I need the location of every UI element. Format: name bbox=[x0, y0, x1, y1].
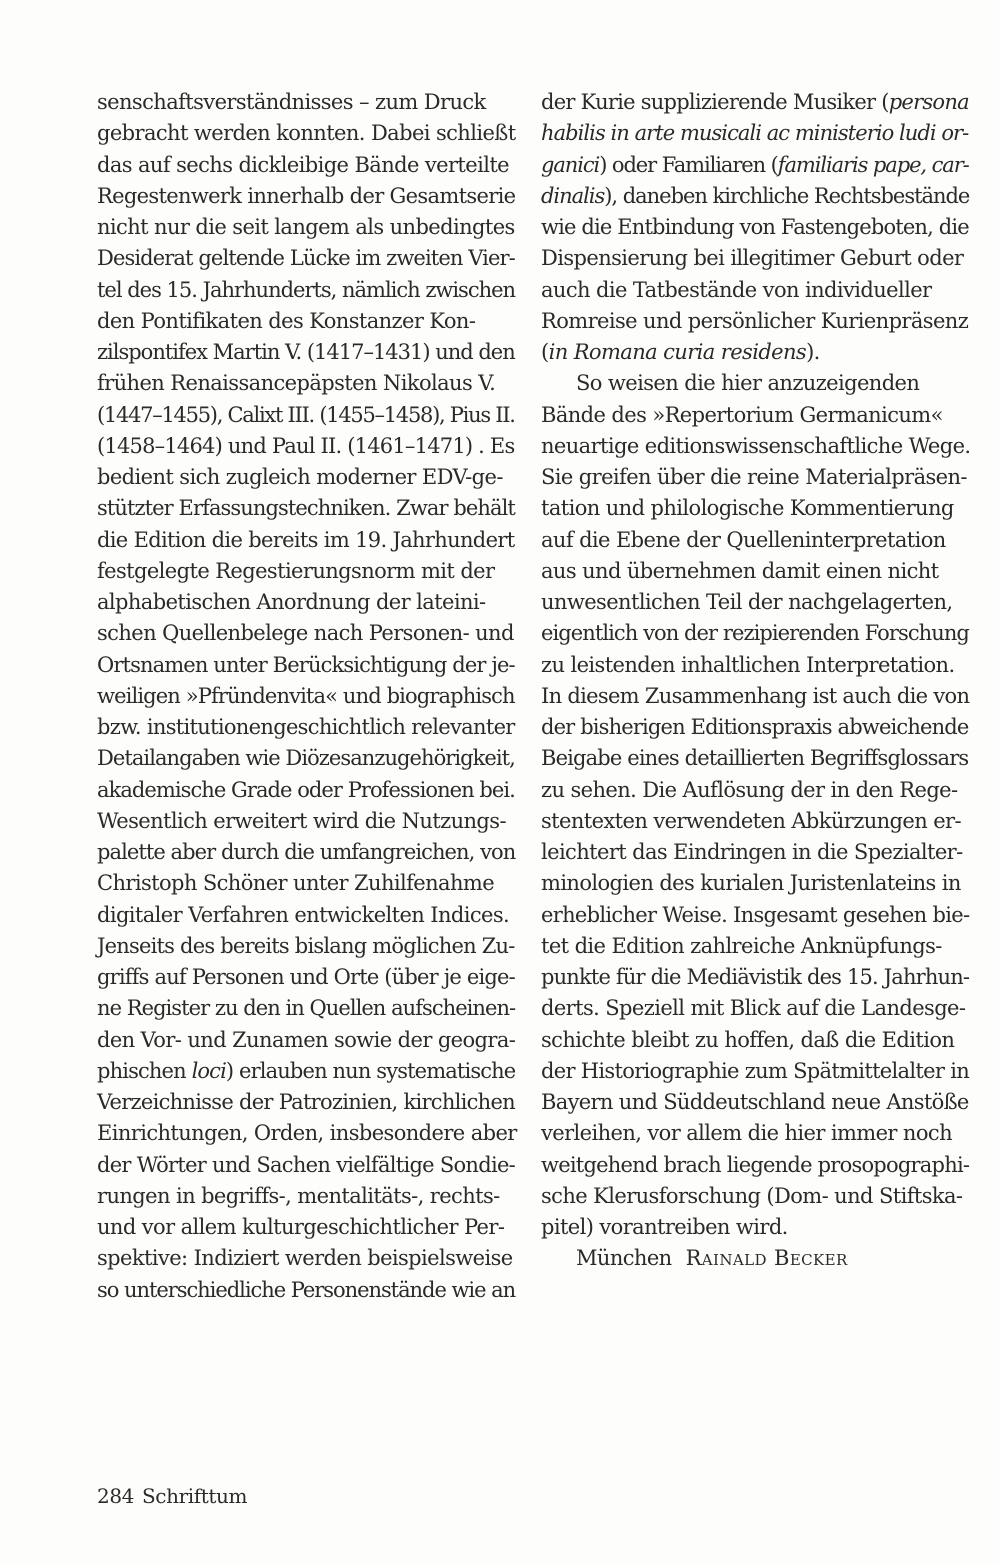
text-segment: stützter Erfassungstechniken. Zwar behält bbox=[97, 496, 515, 521]
text-line bbox=[541, 181, 971, 212]
text-line bbox=[541, 118, 971, 149]
text-line bbox=[541, 400, 971, 431]
text-segment: ) erlauben nun systematische bbox=[225, 1058, 516, 1083]
text-segment: In diesem Zusammenhang ist auch die von bbox=[541, 683, 970, 708]
text-segment: die Edition die bereits im 19. Jahrhundert bbox=[97, 527, 515, 552]
text-segment: neuartige editionswissenschaftliche Wege. bbox=[541, 433, 971, 458]
italic-text-segment: in Romana curia residens bbox=[548, 340, 807, 364]
text-segment: punkte für die Mediävistik des 15. Jahrhun- bbox=[541, 965, 970, 989]
signature-block bbox=[541, 1243, 971, 1274]
text-line bbox=[97, 431, 517, 462]
text-line bbox=[541, 556, 971, 587]
text-segment: der bisherigen Editionspraxis abweichende bbox=[541, 715, 969, 739]
text-segment: ) oder Familiaren ( bbox=[599, 152, 778, 177]
text-segment: derts. Speziell mit Blick auf die Landesge- bbox=[541, 996, 966, 1021]
running-section-title: Schrifttum bbox=[141, 1484, 248, 1508]
text-line bbox=[97, 1150, 517, 1181]
text-segment: So weisen die hier anzuzeigenden bbox=[576, 371, 920, 396]
text-segment: ne Register zu den in Quellen aufscheinen- bbox=[97, 996, 516, 1021]
text-segment: Wesentlich erweitert wird die Nutzungs- bbox=[97, 808, 506, 833]
text-line bbox=[97, 618, 517, 649]
text-line bbox=[541, 775, 971, 806]
italic-text-segment: ganici bbox=[541, 152, 600, 177]
text-segment: auch die Tatbestände von individueller bbox=[541, 277, 932, 302]
text-line bbox=[97, 1056, 517, 1087]
text-line bbox=[541, 306, 971, 337]
text-segment: Christoph Schöner unter Zuhilfenahme bbox=[97, 871, 495, 896]
text-segment: Dispensierung bei illegitimer Geburt oder bbox=[541, 246, 964, 271]
text-line bbox=[97, 87, 517, 118]
text-line bbox=[97, 118, 517, 149]
text-line bbox=[541, 275, 971, 306]
text-line bbox=[97, 743, 517, 774]
text-line bbox=[541, 1150, 971, 1181]
text-line bbox=[541, 1056, 971, 1087]
text-segment: digitaler Verfahren entwickelten Indices. bbox=[97, 902, 510, 927]
text-segment: der Kurie supplizierende Musiker ( bbox=[541, 90, 889, 114]
text-line bbox=[97, 275, 517, 306]
text-segment: minologien des kurialen Juristenlateins in bbox=[541, 871, 961, 896]
text-segment: (1458–1464) und Paul II. (1461–1471) . Es bbox=[97, 433, 515, 458]
text-segment: ). bbox=[806, 340, 820, 364]
text-line bbox=[541, 1181, 971, 1212]
right-text-column bbox=[541, 87, 971, 1243]
text-segment: auf die Ebene der Quelleninterpretation bbox=[541, 527, 946, 552]
text-segment: senschaftsverständnisses – zum Druck bbox=[97, 90, 486, 114]
text-line bbox=[541, 962, 971, 993]
text-segment: der Wörter und Sachen vielfältige Sondie- bbox=[97, 1152, 516, 1177]
text-line bbox=[541, 712, 971, 743]
text-line bbox=[97, 900, 517, 931]
text-line bbox=[541, 650, 971, 681]
text-segment: zu leistenden inhaltlichen Interpretation. bbox=[541, 652, 955, 677]
text-line bbox=[541, 743, 971, 774]
text-segment: Sie greifen über die reine Materialpräsen- bbox=[541, 465, 967, 489]
text-line bbox=[97, 400, 517, 431]
text-segment: alphabetischen Anordnung der lateini- bbox=[97, 590, 486, 614]
text-line bbox=[541, 493, 971, 524]
text-segment: Beigabe eines detaillierten Begriffsglossars bbox=[541, 746, 969, 771]
text-segment: spektive: Indiziert werden beispielsweise bbox=[97, 1246, 513, 1271]
page-number: 284 bbox=[97, 1484, 134, 1508]
text-segment: gebracht werden konnten. Dabei schließt bbox=[97, 121, 516, 146]
text-line bbox=[541, 243, 971, 274]
signature-line bbox=[541, 1243, 971, 1274]
text-line bbox=[97, 650, 517, 681]
text-segment: eigentlich von der rezipierenden Forschung bbox=[541, 621, 969, 646]
text-line bbox=[541, 837, 971, 868]
text-segment: weitgehend brach liegende prosopographi- bbox=[541, 1152, 970, 1177]
text-segment: schen Quellenbelege nach Personen- und bbox=[97, 621, 514, 646]
text-line bbox=[541, 150, 971, 181]
text-segment: aus und übernehmen damit einen nicht bbox=[541, 558, 939, 583]
text-segment: Bayern und Süddeutschland neue Anstöße bbox=[541, 1090, 969, 1114]
text-line bbox=[541, 868, 971, 899]
text-line bbox=[97, 556, 517, 587]
text-segment: tet die Edition zahlreiche Anknüpfungs- bbox=[541, 933, 942, 958]
text-segment: Einrichtungen, Orden, insbesondere aber bbox=[97, 1121, 517, 1146]
text-segment: verleihen, vor allem die hier immer noch bbox=[541, 1121, 952, 1146]
text-line bbox=[97, 368, 517, 399]
italic-text-segment: persona bbox=[888, 90, 969, 114]
text-line bbox=[541, 1212, 971, 1243]
left-text-column bbox=[97, 87, 517, 1306]
text-line bbox=[97, 1087, 517, 1118]
text-line bbox=[97, 462, 517, 493]
text-line bbox=[541, 212, 971, 243]
text-line bbox=[97, 243, 517, 274]
text-segment: zilspontifex Martin V. (1417–1431) und den bbox=[97, 340, 515, 364]
text-line bbox=[541, 368, 971, 399]
text-segment: festgelegte Regestierungsnorm mit der bbox=[97, 558, 495, 583]
text-segment: akademische Grade oder Professionen bei. bbox=[97, 777, 515, 802]
text-segment: schichte bleibt zu hoffen, daß die Edition bbox=[541, 1027, 955, 1052]
text-line bbox=[97, 931, 517, 962]
text-line bbox=[97, 1212, 517, 1243]
text-line bbox=[97, 493, 517, 524]
text-segment: Jenseits des bereits bislang möglichen Zu- bbox=[97, 933, 515, 958]
text-line bbox=[541, 587, 971, 618]
text-line bbox=[541, 337, 971, 368]
text-segment: zu sehen. Die Auflösung der in den Rege- bbox=[541, 777, 958, 802]
text-line bbox=[97, 1275, 517, 1306]
text-segment: tel des 15. Jahrhunderts, nämlich zwischen bbox=[97, 277, 516, 302]
text-line bbox=[97, 1025, 517, 1056]
text-line bbox=[541, 87, 971, 118]
text-line bbox=[97, 150, 517, 181]
text-line bbox=[541, 1087, 971, 1118]
text-segment: Ortsnamen unter Berücksichtigung der je- bbox=[97, 652, 515, 677]
text-line bbox=[97, 181, 517, 212]
signature-author: Rainald Becker bbox=[685, 1246, 848, 1270]
text-segment: griffs auf Personen und Orte (über je eige- bbox=[97, 965, 515, 989]
text-segment: Bände des »Repertorium Germanicum« bbox=[541, 402, 943, 427]
text-line bbox=[541, 681, 971, 712]
text-line bbox=[97, 212, 517, 243]
text-segment: phischen bbox=[97, 1058, 192, 1083]
text-line bbox=[97, 1118, 517, 1149]
text-line bbox=[97, 806, 517, 837]
text-line bbox=[541, 618, 971, 649]
text-segment: das auf sechs dickleibige Bände verteilte bbox=[97, 152, 509, 177]
italic-text-segment: familiaris pape, car- bbox=[777, 152, 969, 177]
italic-text-segment: loci bbox=[191, 1058, 226, 1083]
text-line bbox=[541, 431, 971, 462]
text-line bbox=[541, 1118, 971, 1149]
text-segment: der Historiographie zum Spätmittelalter in bbox=[541, 1058, 970, 1083]
text-segment: bedient sich zugleich moderner EDV-ge- bbox=[97, 465, 503, 489]
signature-place: München bbox=[576, 1246, 672, 1270]
text-line bbox=[97, 1181, 517, 1212]
italic-text-segment: dinalis bbox=[541, 183, 605, 208]
text-line bbox=[541, 900, 971, 931]
text-segment: leichtert das Eindringen in die Spezialter- bbox=[541, 840, 963, 864]
text-line bbox=[97, 962, 517, 993]
text-line bbox=[97, 712, 517, 743]
text-segment: pitel) vorantreiben wird. bbox=[541, 1215, 788, 1239]
text-segment: rungen in begriffs-, mentalitäts-, rechts- bbox=[97, 1183, 500, 1208]
text-line bbox=[97, 306, 517, 337]
text-segment: frühen Renaissancepäpsten Nikolaus V. bbox=[97, 371, 496, 396]
text-segment: stentexten verwendeten Abkürzungen er- bbox=[541, 808, 961, 833]
text-line bbox=[97, 337, 517, 368]
text-segment: nicht nur die seit langem als unbedingtes bbox=[97, 215, 515, 239]
text-line bbox=[541, 931, 971, 962]
text-segment: (1447–1455), Calixt III. (1455–1458), Pius II. bbox=[97, 402, 515, 427]
text-segment: und vor allem kulturgeschichtlicher Per- bbox=[97, 1215, 505, 1239]
text-segment: unwesentlichen Teil der nachgelagerten, bbox=[541, 590, 953, 614]
text-segment: so unterschiedliche Personenstände wie an bbox=[97, 1277, 516, 1302]
text-line bbox=[97, 993, 517, 1024]
text-line bbox=[97, 587, 517, 618]
text-segment: tation und philologische Kommentierung bbox=[541, 496, 954, 521]
text-line bbox=[97, 681, 517, 712]
text-line bbox=[541, 993, 971, 1024]
text-segment: ), daneben kirchliche Rechtsbestände bbox=[604, 183, 970, 208]
text-segment: weiligen »Pfründenvita« und biographisch bbox=[97, 683, 515, 708]
text-line bbox=[97, 775, 517, 806]
text-segment: Romreise und persönlicher Kurienpräsenz bbox=[541, 308, 969, 333]
text-segment: Desiderat geltende Lücke im zweiten Vier- bbox=[97, 246, 515, 271]
text-line bbox=[97, 525, 517, 556]
text-segment: Verzeichnisse der Patrozinien, kirchlichen bbox=[97, 1090, 515, 1114]
text-line bbox=[97, 1243, 517, 1274]
text-line bbox=[97, 868, 517, 899]
text-segment: palette aber durch die umfangreichen, von bbox=[97, 840, 516, 864]
text-segment: Detailangaben wie Diözesanzugehörigkeit, bbox=[97, 746, 515, 771]
text-line bbox=[541, 525, 971, 556]
text-segment: Regestenwerk innerhalb der Gesamtserie bbox=[97, 183, 516, 208]
text-segment: ( bbox=[541, 340, 549, 364]
text-line bbox=[97, 837, 517, 868]
text-segment: wie die Entbindung von Fastengeboten, die bbox=[541, 215, 969, 239]
text-segment: den Vor- und Zunamen sowie der geogra- bbox=[97, 1027, 516, 1052]
text-segment: den Pontifikaten des Konstanzer Kon- bbox=[97, 308, 476, 333]
text-line bbox=[541, 1025, 971, 1056]
text-segment: bzw. institutionengeschichtlich relevanter bbox=[97, 715, 515, 739]
text-segment: sche Klerusforschung (Dom- und Stiftska- bbox=[541, 1183, 963, 1208]
text-segment: erheblicher Weise. Insgesamt gesehen bie- bbox=[541, 902, 970, 927]
text-line bbox=[541, 806, 971, 837]
page-footer bbox=[97, 1484, 247, 1508]
text-line bbox=[541, 462, 971, 493]
italic-text-segment: habilis in arte musicali ac ministerio ludi or- bbox=[541, 121, 969, 146]
